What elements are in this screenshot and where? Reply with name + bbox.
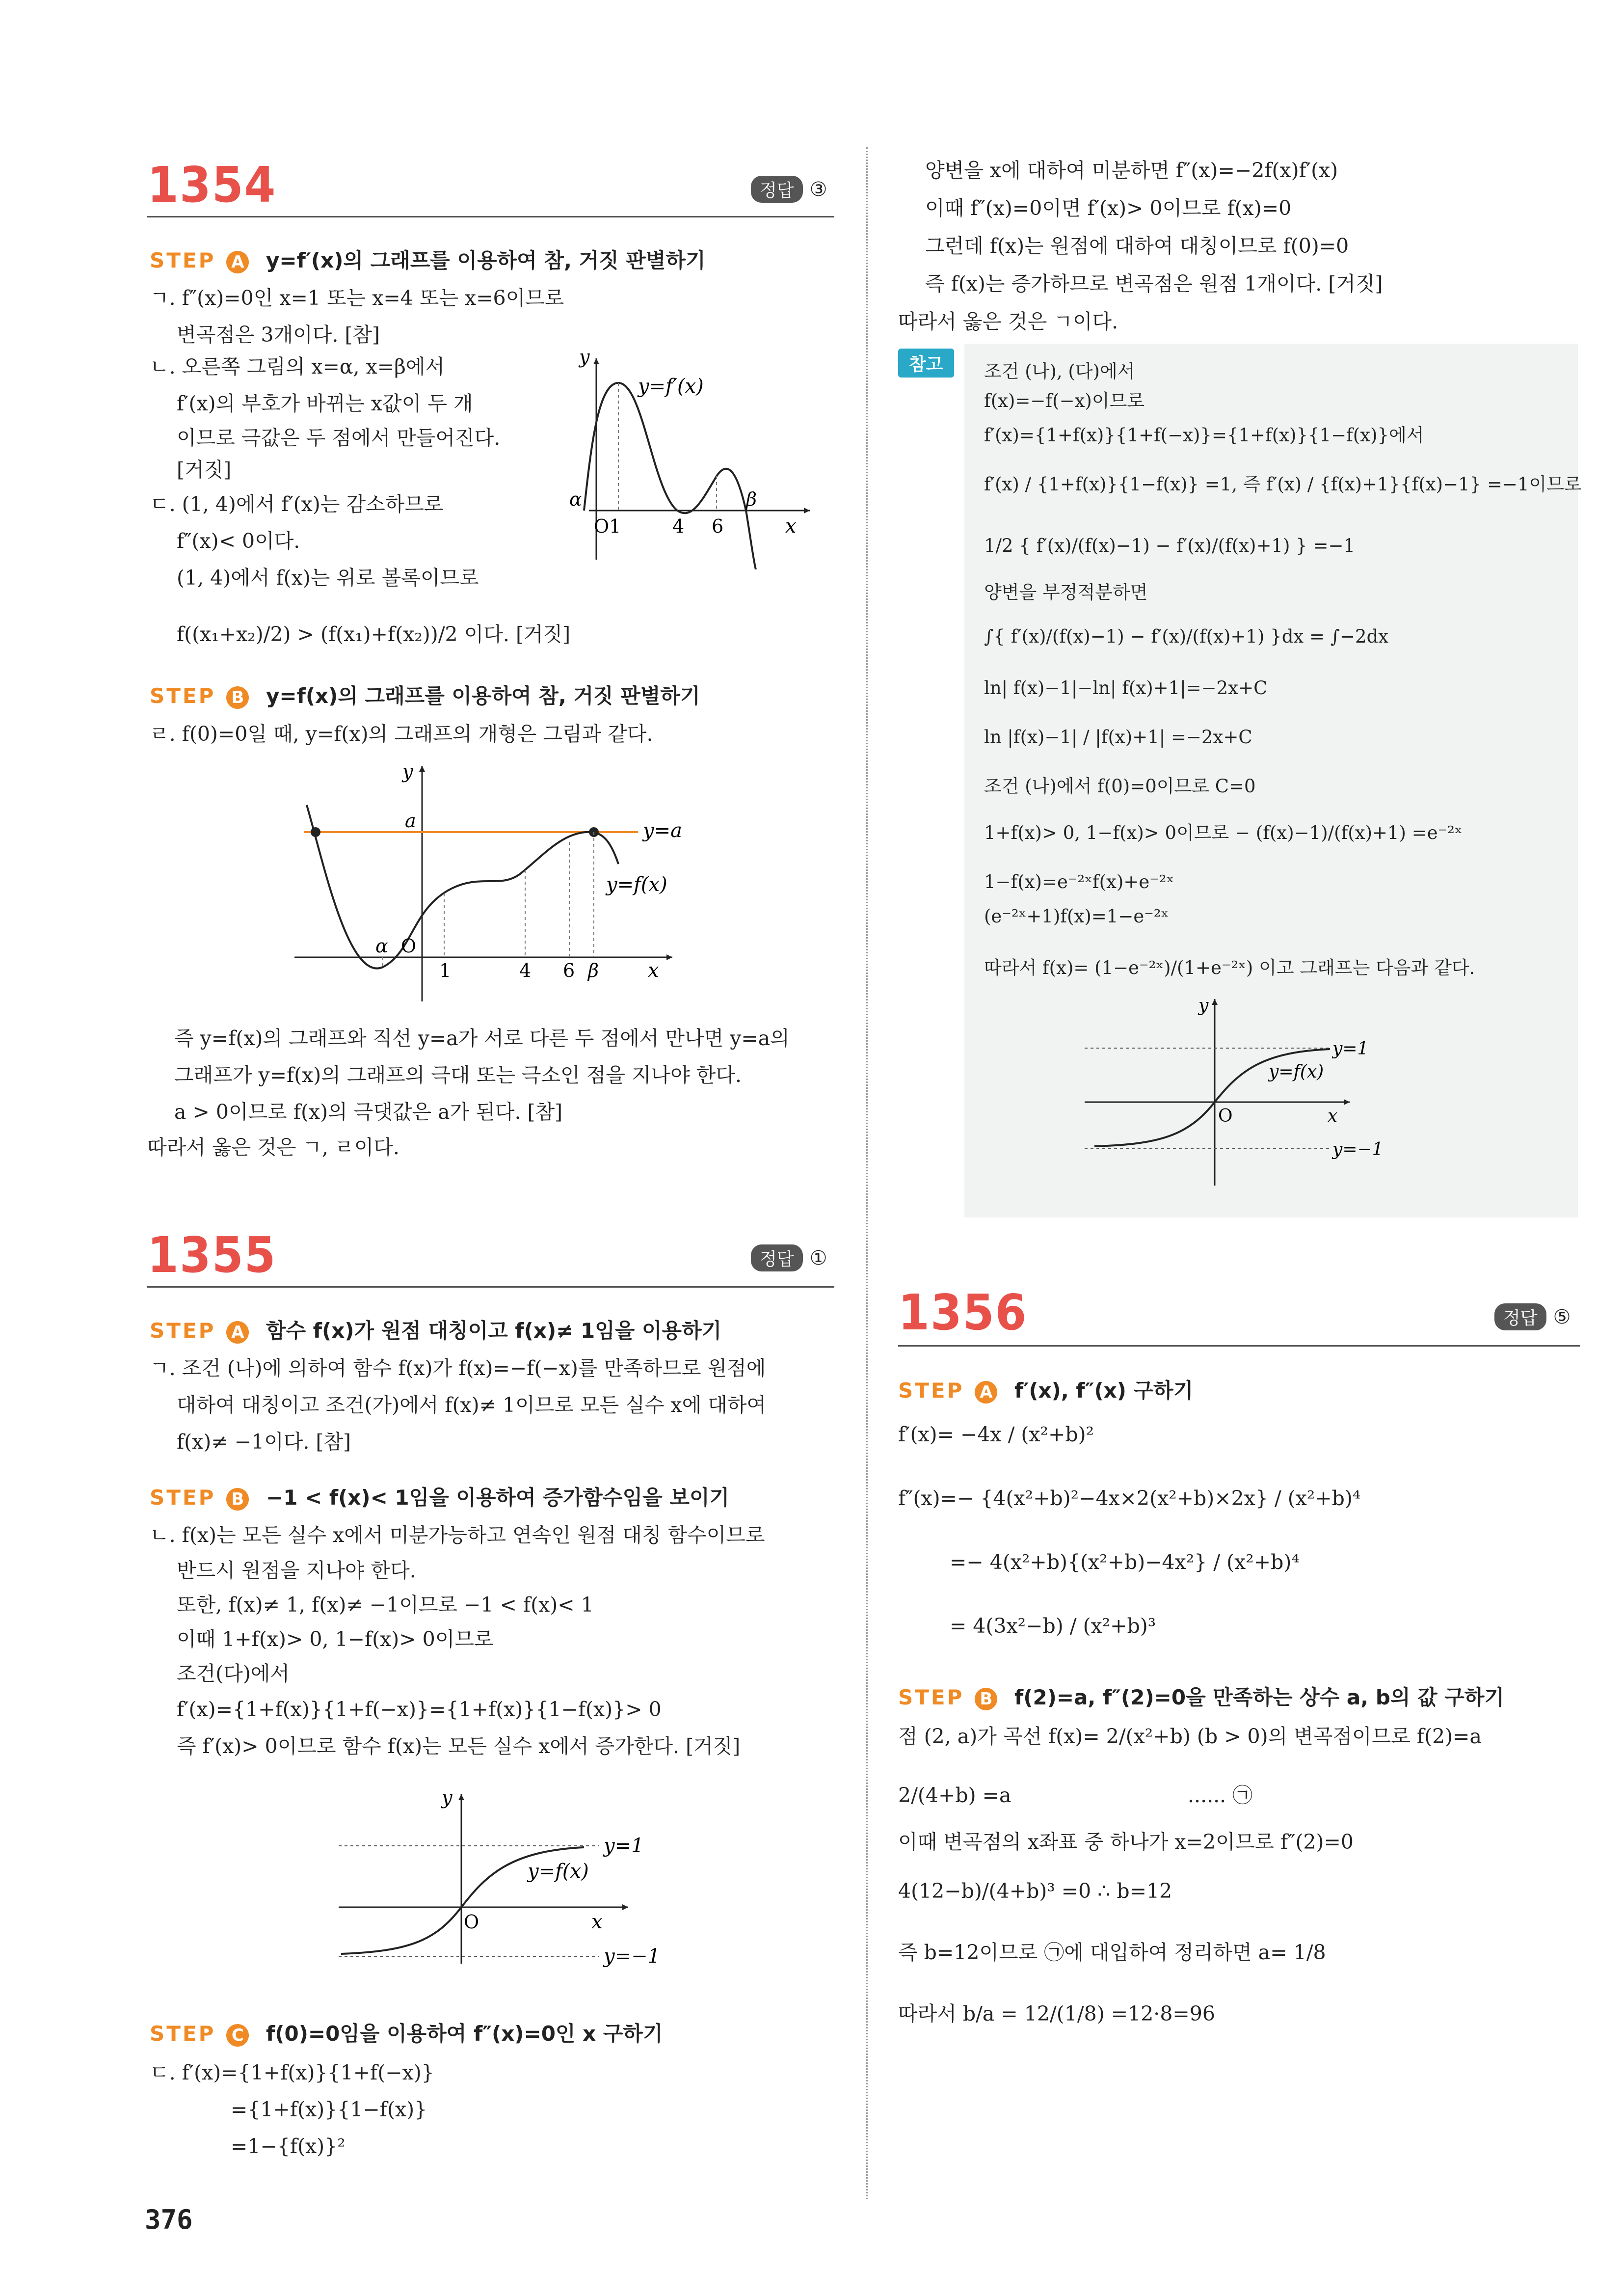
answer-label: 정답 — [1494, 1303, 1546, 1330]
step-b-heading — [150, 1482, 729, 1511]
text-line: =− 4(x²+b){(x²+b)−4x²} / (x²+b)⁴ — [950, 1550, 1300, 1574]
beta-label: β — [588, 960, 599, 981]
text-line: 따라서 옳은 것은 ㄱ이다. — [898, 310, 1118, 333]
line-label: y=a — [643, 819, 682, 842]
text-line: 이때 변곡점의 x좌표 중 하나가 x=2이므로 f″(2)=0 — [898, 1830, 1354, 1854]
text-line: 점 (2, a)가 곡선 f(x)= 2/(x²+b) (b > 0)의 변곡점이므로 f(2)=a — [898, 1725, 1482, 1748]
step-text: y=f(x)의 그래프를 이용하여 참, 거짓 판별하기 — [266, 684, 700, 708]
problem-number: 1354 — [147, 156, 277, 214]
text-line: 2/(4+b) =a — [898, 1783, 1011, 1807]
axis-label-x: x — [785, 515, 797, 538]
header-rule — [147, 216, 834, 217]
curve-label: y=f(x) — [1269, 1062, 1324, 1082]
text-line: 즉 f(x)는 증가하므로 변곡점은 원점 1개이다. [거짓] — [925, 272, 1383, 296]
answer-value: ③ — [809, 178, 827, 201]
text-line: f′(x)={1+f(x)}{1+f(−x)}={1+f(x)}{1−f(x)}> 0 — [177, 1698, 662, 1721]
step-letter: B — [226, 1488, 249, 1511]
axis-label-y: y — [402, 761, 413, 783]
note-line: f′(x) / {1+f(x)}{1−f(x)} =1, 즉 f′(x) / {f(x)+1}{f(x)−1} =−1이므로 — [984, 474, 1582, 495]
origin-label: O — [464, 1911, 479, 1933]
touch-point — [311, 827, 320, 837]
note-badge: 참고 — [898, 349, 954, 378]
axis-label-x: x — [1328, 1106, 1338, 1126]
step-text: 함수 f(x)가 원점 대칭이고 f(x)≠ 1임을 이용하기 — [266, 1319, 722, 1343]
axis-label-x: x — [648, 959, 659, 982]
text-line: f′(x)= −4x / (x²+b)² — [898, 1423, 1094, 1446]
step-b-heading — [150, 680, 700, 709]
text-line: ={1+f(x)}{1−f(x)} — [231, 2098, 427, 2121]
text-line: f(x)≠ −1이다. [참] — [177, 1430, 351, 1454]
header-rule — [147, 1286, 834, 1288]
step-text: f(2)=a, f″(2)=0을 만족하는 상수 a, b의 값 구하기 — [1014, 1685, 1505, 1709]
alpha-label: α — [569, 488, 582, 510]
note-line: 조건 (나)에서 f(0)=0이므로 C=0 — [984, 776, 1256, 797]
answer-badge — [751, 1244, 827, 1271]
problem-number: 1355 — [147, 1226, 277, 1284]
origin-label: O — [1218, 1106, 1233, 1126]
note-line: f′(x)={1+f(x)}{1+f(−x)}={1+f(x)}{1−f(x)}에서 — [984, 425, 1424, 446]
column-divider — [866, 147, 868, 2199]
tick-6: 6 — [563, 960, 575, 981]
note-line: 양변을 부정적분하면 — [984, 582, 1148, 603]
step-letter: C — [226, 2024, 249, 2047]
step-tag: STEP — [150, 2022, 216, 2046]
text-line: 그래프가 y=f(x)의 그래프의 극대 또는 극소인 점을 지나야 한다. — [174, 1063, 742, 1087]
text-line: (1, 4)에서 f(x)는 위로 볼록이므로 — [177, 566, 479, 590]
curve-label: y=f(x) — [528, 1860, 589, 1883]
axis-label-x: x — [591, 1911, 603, 1933]
step-text: f(0)=0임을 이용하여 f″(x)=0인 x 구하기 — [266, 2022, 663, 2046]
step-tag: STEP — [150, 1486, 216, 1510]
text-line: ㄷ. (1, 4)에서 f′(x)는 감소하므로 — [150, 492, 444, 516]
text-line: 즉 b=12이므로 ㉠에 대입하여 정리하면 a= 1/8 — [898, 1941, 1326, 1964]
step-letter: B — [226, 686, 249, 709]
alpha-label: α — [375, 935, 388, 957]
asymptote-label-lower: y=−1 — [604, 1945, 661, 1968]
asymptote-label-upper: y=1 — [604, 1835, 644, 1857]
step-tag: STEP — [150, 248, 216, 272]
step-tag: STEP — [150, 1319, 216, 1343]
function-graph — [285, 756, 717, 1006]
text-line: 4(12−b)/(4+b)³ =0 ∴ b=12 — [898, 1879, 1172, 1903]
answer-badge — [1494, 1303, 1570, 1330]
text-line: f″(x)< 0이다. — [177, 529, 300, 553]
note-line: 1−f(x)=e⁻²ˣf(x)+e⁻²ˣ — [984, 871, 1174, 892]
tick-4: 4 — [519, 960, 532, 981]
text-line: 즉 f′(x)> 0이므로 함수 f(x)는 모든 실수 x에서 증가한다. [거짓] — [177, 1734, 741, 1758]
answer-label: 정답 — [751, 1244, 803, 1271]
equation-marker: ...... ㉠ — [1188, 1783, 1253, 1807]
step-tag: STEP — [898, 1378, 964, 1403]
asymptote-label-upper: y=1 — [1332, 1039, 1369, 1059]
text-line: ㄱ. f″(x)=0인 x=1 또는 x=4 또는 x=6이므로 — [150, 286, 564, 310]
step-a-heading — [150, 1315, 721, 1344]
function-curve — [307, 805, 618, 969]
tick-6: 6 — [712, 515, 724, 537]
axis-label-y: y — [442, 1787, 452, 1809]
text-line: 이때 1+f(x)> 0, 1−f(x)> 0이므로 — [177, 1627, 494, 1651]
text-line: 이므로 극값은 두 점에서 만들어진다. — [177, 426, 501, 450]
note-line: (e⁻²ˣ+1)f(x)=1−e⁻²ˣ — [984, 906, 1169, 927]
text-line: 반드시 원점을 지나야 한다. — [177, 1559, 416, 1582]
step-text: f′(x), f″(x) 구하기 — [1014, 1378, 1194, 1403]
page-number: 376 — [145, 2204, 193, 2235]
text-line: ㄹ. f(0)=0일 때, y=f(x)의 그래프의 개형은 그림과 같다. — [150, 722, 653, 746]
text-line: 변곡점은 3개이다. [참] — [177, 323, 380, 347]
text-line: ㄷ. f′(x)={1+f(x)}{1+f(−x)} — [150, 2061, 434, 2084]
text-line: 양변을 x에 대하여 미분하면 f″(x)=−2f(x)f′(x) — [925, 159, 1338, 182]
step-b-heading — [898, 1681, 1504, 1711]
step-text: −1 < f(x)< 1임을 이용하여 증가함수임을 보이기 — [266, 1486, 730, 1510]
step-letter: A — [226, 251, 249, 273]
derivative-graph — [564, 344, 839, 569]
text-line: [거짓] — [177, 458, 232, 482]
note-line: 따라서 f(x)= (1−e⁻²ˣ)/(1+e⁻²ˣ) 이고 그래프는 다음과 같다. — [984, 957, 1475, 978]
note-graph — [1075, 989, 1438, 1190]
note-line: f(x)=−f(−x)이므로 — [984, 390, 1145, 411]
step-letter: A — [975, 1381, 997, 1404]
step-tag: STEP — [150, 684, 216, 708]
header-rule — [898, 1345, 1580, 1347]
step-letter: A — [226, 1321, 249, 1344]
text-line: ㄴ. 오른쪽 그림의 x=α, x=β에서 — [150, 355, 445, 378]
origin-label: O — [401, 935, 417, 957]
problem-number: 1356 — [898, 1284, 1028, 1341]
tick-1: 1 — [439, 960, 452, 981]
text-line: f″(x)=− {4(x²+b)²−4x×2(x²+b)×2x} / (x²+b)⁴ — [898, 1486, 1361, 1510]
note-line: ∫{ f′(x)/(f(x)−1) − f′(x)/(f(x)+1) }dx = ∫−2dx — [984, 626, 1389, 647]
text-line: f((x₁+x₂)/2) > (f(x₁)+f(x₂))/2 이다. [거짓] — [177, 622, 571, 646]
text-line: f′(x)의 부호가 바뀌는 x값이 두 개 — [177, 392, 473, 415]
origin-label: O1 — [594, 515, 621, 537]
function-graph — [324, 1782, 717, 1969]
curve-label: y=f(x) — [606, 873, 667, 896]
asymptote-label-lower: y=−1 — [1332, 1139, 1384, 1160]
answer-value: ⑤ — [1553, 1305, 1571, 1328]
note-line: 조건 (나), (다)에서 — [984, 361, 1135, 382]
text-line: a > 0이므로 f(x)의 극댓값은 a가 된다. [참] — [174, 1100, 563, 1124]
derivative-curve — [584, 383, 756, 569]
text-line: 또한, f(x)≠ 1, f(x)≠ −1이므로 −1 < f(x)< 1 — [177, 1593, 594, 1617]
step-text: y=f′(x)의 그래프를 이용하여 참, 거짓 판별하기 — [266, 248, 706, 272]
curve-label: y=f′(x) — [638, 375, 704, 398]
axis-label-y: y — [1198, 996, 1209, 1016]
beta-label: β — [746, 488, 757, 510]
tick-4: 4 — [672, 515, 685, 537]
a-label: a — [405, 810, 416, 832]
step-a-heading — [898, 1375, 1193, 1404]
note-line: 1+f(x)> 0, 1−f(x)> 0이므로 − (f(x)−1)/(f(x)+1) =e⁻²ˣ — [984, 822, 1463, 843]
text-line: 대하여 대칭이고 조건(가)에서 f(x)≠ 1이므로 모든 실수 x에 대하여 — [177, 1393, 767, 1417]
text-line: 이때 f″(x)=0이면 f′(x)> 0이므로 f(x)=0 — [925, 196, 1292, 220]
text-line: 따라서 옳은 것은 ㄱ, ㄹ이다. — [147, 1135, 399, 1159]
text-line: 조건(다)에서 — [177, 1662, 290, 1685]
note-line: 1/2 { f′(x)/(f(x)−1) − f′(x)/(f(x)+1) } =−1 — [984, 535, 1356, 556]
axis-label-y: y — [579, 346, 590, 368]
text-line: 그런데 f(x)는 원점에 대하여 대칭이므로 f(0)=0 — [925, 234, 1349, 258]
text-line: 따라서 b/a = 12/(1/8) =12·8=96 — [898, 2002, 1215, 2026]
step-letter: B — [975, 1688, 997, 1710]
text-line: =1−{f(x)}² — [231, 2134, 346, 2158]
answer-badge — [751, 176, 827, 203]
answer-label: 정답 — [751, 176, 803, 203]
answer-value: ① — [809, 1246, 827, 1270]
step-a-heading — [150, 244, 706, 274]
step-tag: STEP — [898, 1685, 964, 1709]
text-line: = 4(3x²−b) / (x²+b)³ — [950, 1614, 1156, 1638]
note-line: ln |f(x)−1| / |f(x)+1| =−2x+C — [984, 727, 1252, 748]
note-line: ln| f(x)−1|−ln| f(x)+1|=−2x+C — [984, 677, 1268, 699]
text-line: 즉 y=f(x)의 그래프와 직선 y=a가 서로 다른 두 점에서 만나면 y=a의 — [174, 1026, 790, 1050]
text-line: ㄱ. 조건 (나)에 의하여 함수 f(x)가 f(x)=−f(−x)를 만족하므로 원점에 — [150, 1356, 766, 1380]
text-line: ㄴ. f(x)는 모든 실수 x에서 미분가능하고 연속인 원점 대칭 함수이므로 — [150, 1523, 765, 1547]
step-c-heading — [150, 2018, 663, 2047]
